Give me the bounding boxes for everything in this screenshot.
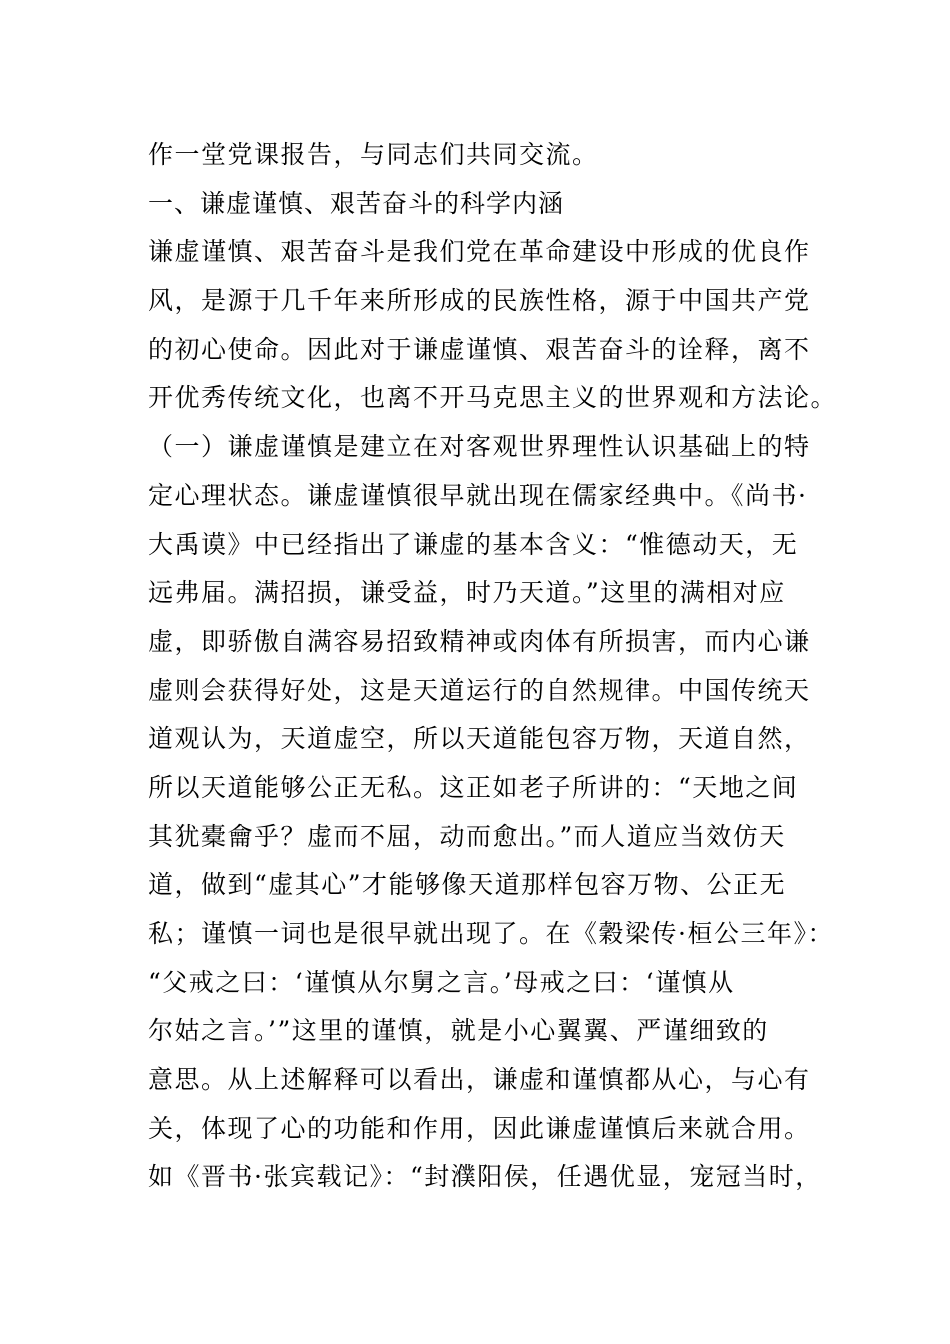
text-line: 大禹谟》中已经指出了谦虚的基本含义：“惟德动天，无 bbox=[148, 529, 799, 559]
text-line: 谦虚谨慎、艰苦奋斗是我们党在革命建设中形成的优良作 bbox=[148, 237, 811, 267]
text-line: 道，做到“虚其心”才能够像天道那样包容万物、公正无 bbox=[148, 870, 787, 900]
section-heading: 一、谦虚谨慎、艰苦奋斗的科学内涵 bbox=[148, 188, 565, 218]
text-line: 风，是源于几千年来所形成的民族性格，源于中国共产党 bbox=[148, 286, 811, 316]
text-line: 作一堂党课报告，与同志们共同交流。 bbox=[148, 140, 599, 169]
document-body bbox=[148, 131, 838, 1202]
text-line: 尔姑之言。’”这里的谨慎，就是小心翼翼、严谨细致的 bbox=[148, 1016, 769, 1046]
text-line: 远弗届。满招损，谦受益，时乃天道。”这里的满相对应 bbox=[148, 578, 786, 608]
text-line: 的初心使命。因此对于谦虚谨慎、艰苦奋斗的诠释，离不 bbox=[148, 334, 811, 364]
text-line: 如《晋书·张宾载记》：“封濮阳侯，任遇优显，宠冠当时， bbox=[148, 1162, 822, 1192]
text-line: 所以天道能够公正无私。这正如老子所讲的：“天地之间 bbox=[148, 772, 799, 802]
text-line: 定心理状态。谦虚谨慎很早就出现在儒家经典中。《尚书· bbox=[148, 480, 808, 510]
text-line: 开优秀传统文化，也离不开马克思主义的世界观和方法论。 bbox=[148, 383, 838, 413]
subsection-heading-line: （一）谦虚谨慎是建立在对客观世界理性认识基础上的特 bbox=[148, 432, 811, 462]
text-line: 道观认为，天道虚空，所以天道能包容万物，天道自然， bbox=[148, 724, 811, 754]
text-line: 虚则会获得好处，这是天道运行的自然规律。中国传统天 bbox=[148, 675, 811, 705]
text-line: 其犹橐龠乎？虚而不屈，动而愈出。”而人道应当效仿天 bbox=[148, 821, 786, 851]
text-line: 关，体现了心的功能和作用，因此谦虚谨慎后来就合用。 bbox=[148, 1113, 811, 1143]
text-line: “父戒之曰：‘谨慎从尔舅之言。’母戒之曰：‘谨慎从 bbox=[148, 967, 735, 997]
text-line: 虚，即骄傲自满容易招致精神或肉体有所损害，而内心谦 bbox=[148, 626, 811, 656]
text-line: 私；谨慎一词也是很早就出现了。在《穀梁传·桓公三年》： bbox=[148, 919, 834, 948]
text-line: 意思。从上述解释可以看出，谦虚和谨慎都从心，与心有 bbox=[148, 1065, 811, 1095]
